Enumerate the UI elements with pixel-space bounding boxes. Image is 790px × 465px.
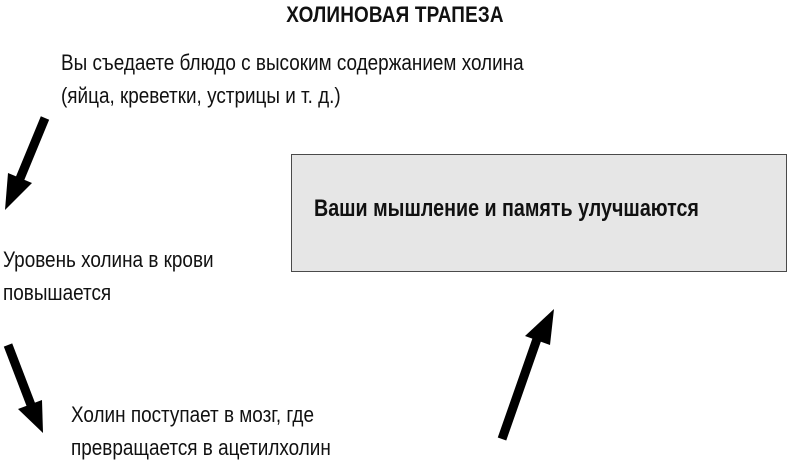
step-line: повышается <box>3 280 112 305</box>
result-text: Ваши мышление и память улучшаются <box>314 195 699 222</box>
arrow-up-right-icon <box>502 309 554 439</box>
arrow-down-left-icon <box>5 118 45 210</box>
step-line: Уровень холина в крови <box>3 247 214 272</box>
step-line: Вы съедаете блюдо с высоким содержанием холина <box>61 50 524 75</box>
arrow-down-right-icon <box>8 345 43 433</box>
step-line: (яйца, креветки, устрицы и т. д.) <box>61 83 341 108</box>
step-line: Холин поступает в мозг, где <box>71 402 315 427</box>
step-line: превращается в ацетилхолин <box>71 435 331 460</box>
diagram-title: ХОЛИНОВАЯ ТРАПЕЗА <box>286 2 504 27</box>
